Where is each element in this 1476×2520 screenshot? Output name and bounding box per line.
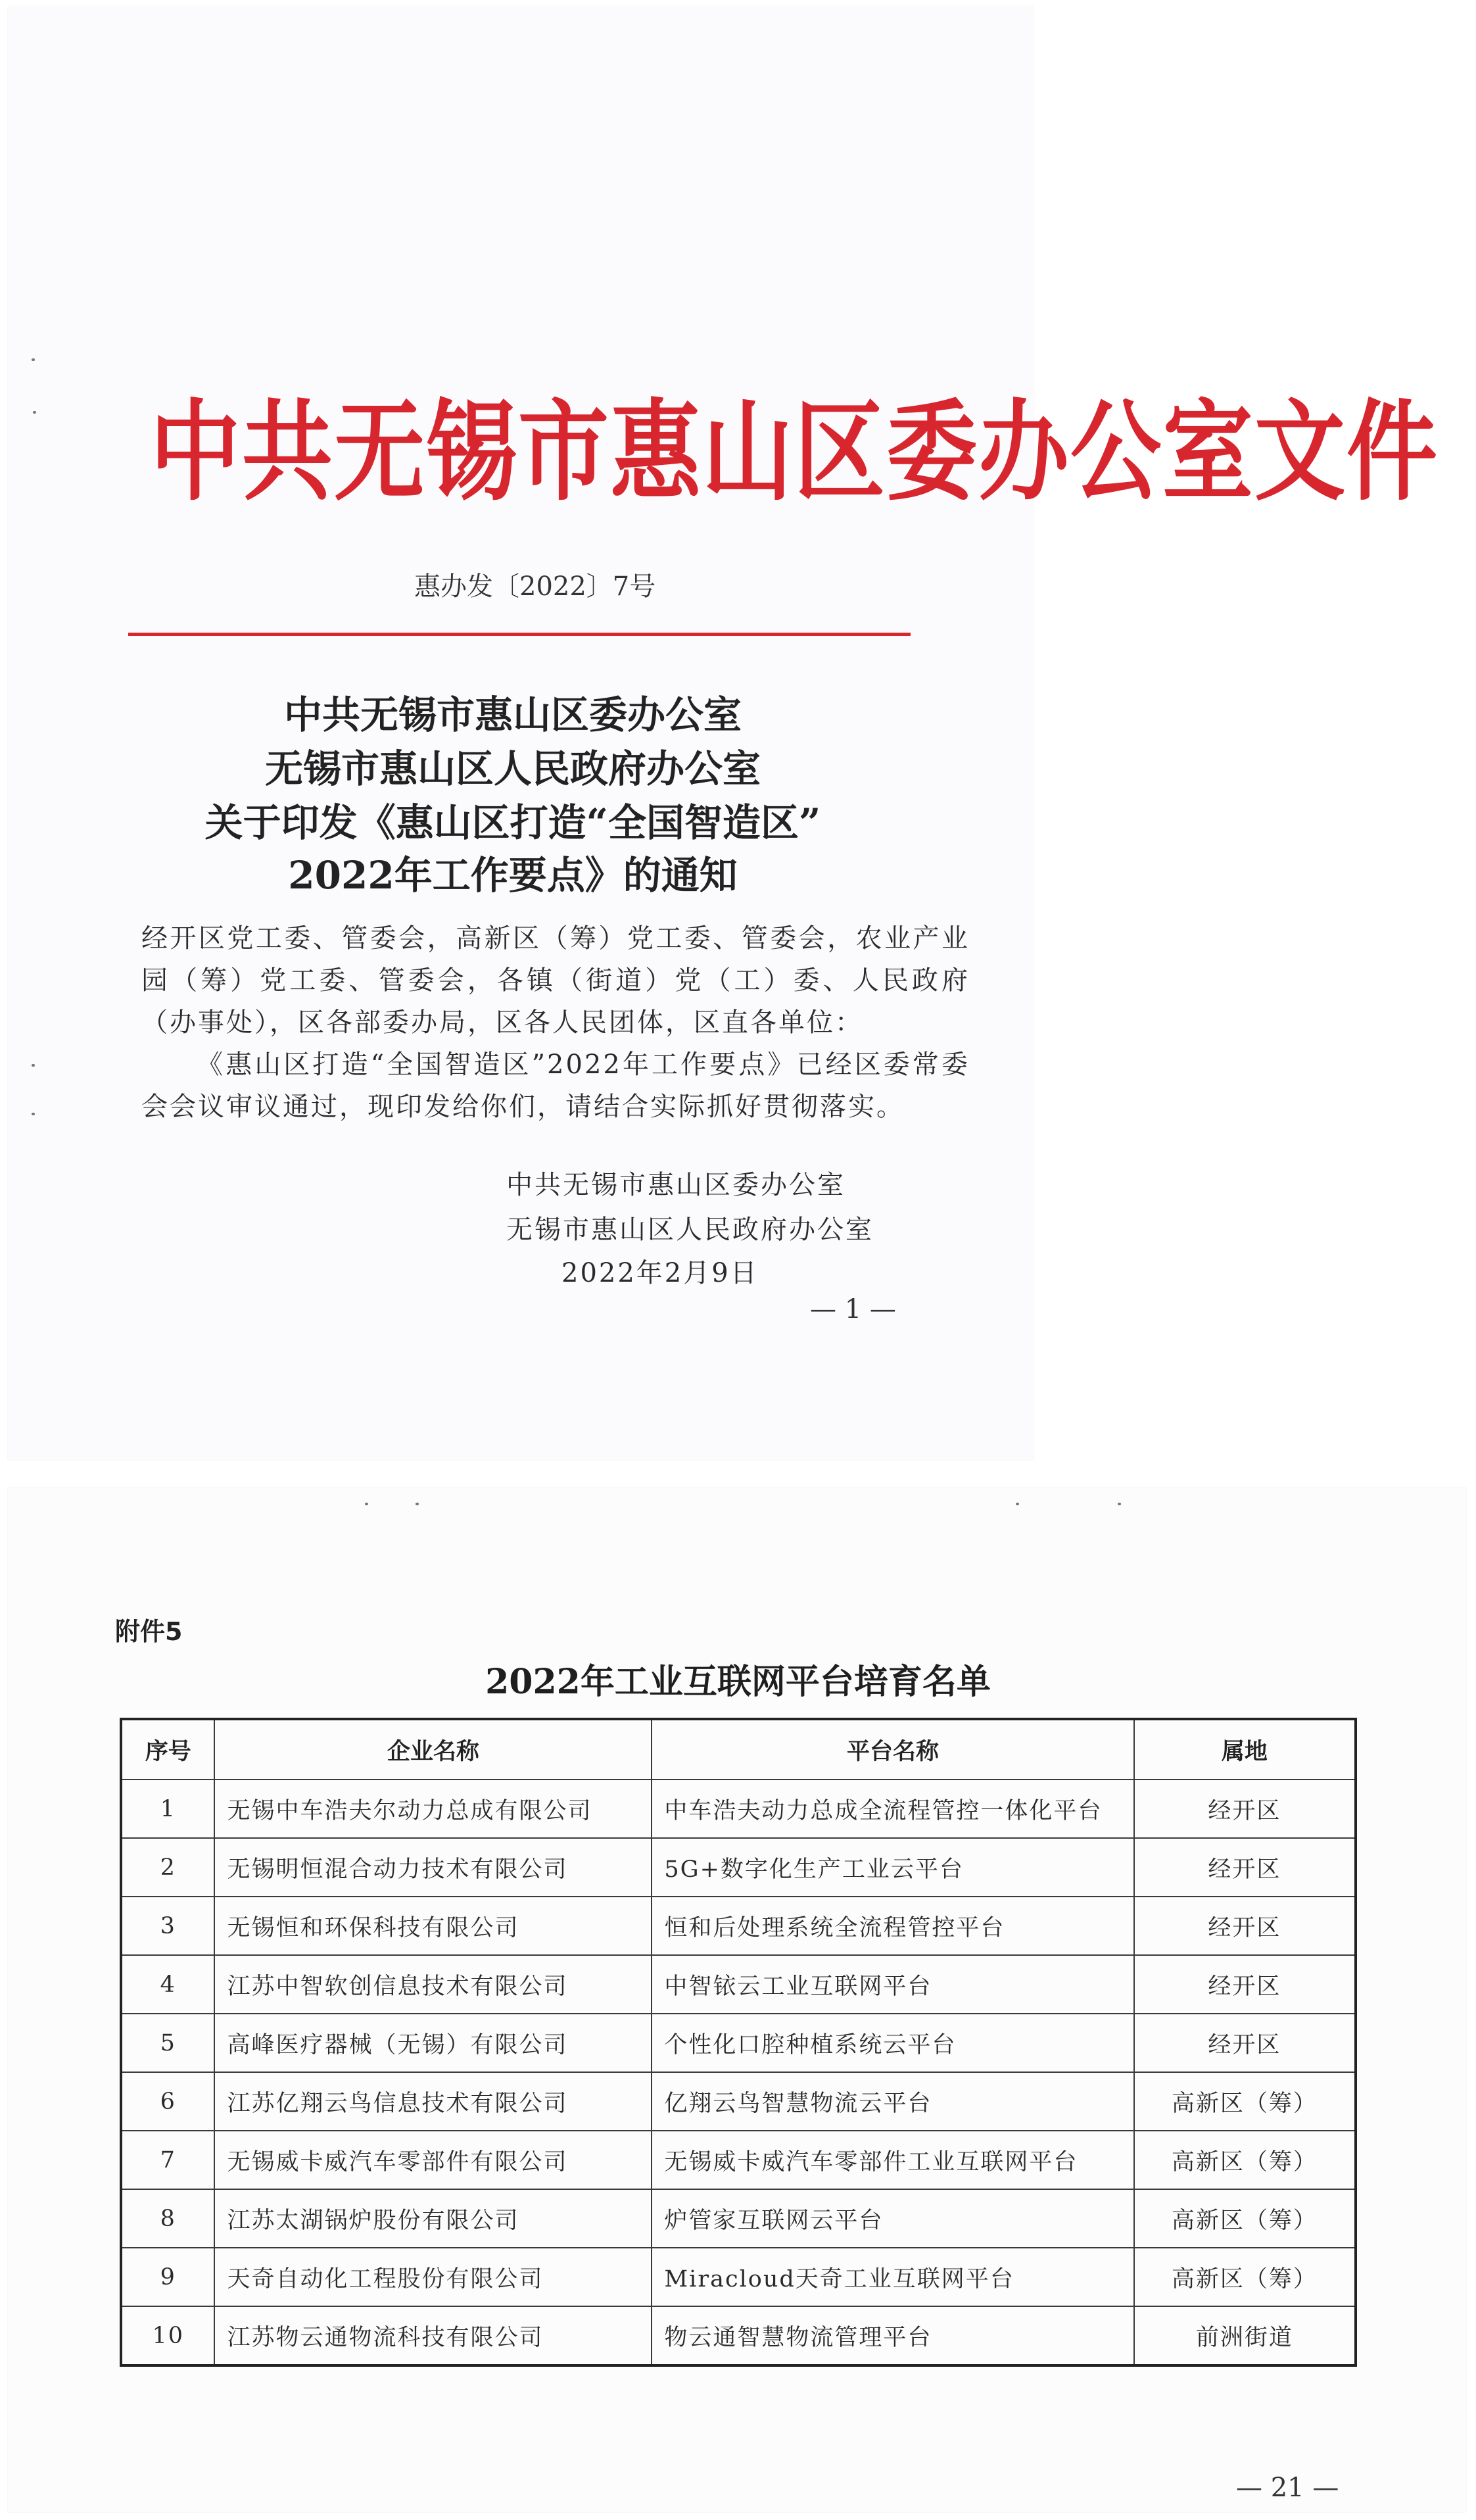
- cell-region: 高新区（筹）: [1134, 2189, 1356, 2248]
- signature-government-office: 无锡市惠山区人民政府办公室: [506, 1215, 874, 1245]
- scan-speck: [365, 1503, 368, 1505]
- cell-number: 4: [121, 1955, 214, 2014]
- recipients-paragraph: 经开区党工委、管委会，高新区（筹）党工委、管委会，农业产业园（筹）党工委、管委会，各镇（街道）党（工）委、人民政府（办事处），区各部委办局，区各人民团体，区直各单位：: [141, 923, 970, 1038]
- column-header-region: 属地: [1134, 1719, 1356, 1780]
- document-number: 惠办发〔2022〕7号: [414, 571, 656, 602]
- column-header-company: 企业名称: [214, 1719, 652, 1780]
- cell-platform: 物云通智慧物流管理平台: [652, 2306, 1133, 2365]
- table-row: [121, 2248, 1356, 2306]
- table-row: [121, 2131, 1356, 2189]
- cell-region: 经开区: [1134, 2014, 1356, 2072]
- cell-platform: 亿翔云鸟智慧物流云平台: [652, 2072, 1133, 2131]
- cell-region: 高新区（筹）: [1134, 2248, 1356, 2306]
- cell-company: 江苏物云通物流科技有限公司: [214, 2306, 652, 2365]
- table-row: [121, 1897, 1356, 1955]
- cell-number: 1: [121, 1780, 214, 1838]
- red-divider-line: [128, 633, 911, 636]
- cell-number: 6: [121, 2072, 214, 2131]
- cell-region: 经开区: [1134, 1838, 1356, 1897]
- cell-company: 江苏中智软创信息技术有限公司: [214, 1955, 652, 2014]
- cell-company: 无锡恒和环保科技有限公司: [214, 1897, 652, 1955]
- cell-number: 10: [121, 2306, 214, 2365]
- table-row: [121, 2189, 1356, 2248]
- cell-platform: 炉管家互联网云平台: [652, 2189, 1133, 2248]
- red-header-title: 中共无锡市惠山区委办公室文件: [150, 387, 1439, 516]
- cell-region: 前洲街道: [1134, 2306, 1356, 2365]
- scan-speck: [32, 1064, 35, 1067]
- page-number-1: — 1 —: [810, 1294, 896, 1324]
- table-row: [121, 1780, 1356, 1838]
- notice-body: [141, 917, 970, 1128]
- cell-platform: Miracloud天奇工业互联网平台: [652, 2248, 1133, 2306]
- scan-speck: [1118, 1503, 1121, 1505]
- scan-speck: [33, 411, 36, 414]
- notice-title-line-3: 关于印发《惠山区打造“全国智造区”: [204, 800, 821, 845]
- cell-region: 高新区（筹）: [1134, 2131, 1356, 2189]
- table-row: [121, 1955, 1356, 2014]
- column-header-number: 序号: [121, 1719, 214, 1780]
- page-number-21: — 21 —: [1236, 2473, 1339, 2503]
- column-header-platform: 平台名称: [652, 1719, 1133, 1780]
- cell-platform: 无锡威卡威汽车零部件工业互联网平台: [652, 2131, 1133, 2189]
- cell-platform: 个性化口腔种植系统云平台: [652, 2014, 1133, 2072]
- table-header-row: [121, 1719, 1356, 1780]
- notice-title-line-2: 无锡市惠山区人民政府办公室: [264, 746, 761, 791]
- cell-company: 江苏太湖锅炉股份有限公司: [214, 2189, 652, 2248]
- cell-company: 无锡中车浩夫尔动力总成有限公司: [214, 1780, 652, 1838]
- table-row: [121, 2306, 1356, 2365]
- table-row: [121, 2014, 1356, 2072]
- cell-region: 经开区: [1134, 1955, 1356, 2014]
- cell-platform: 5G+数字化生产工业云平台: [652, 1838, 1133, 1897]
- cell-number: 9: [121, 2248, 214, 2306]
- notice-title-line-4: 2022年工作要点》的通知: [288, 853, 738, 898]
- main-paragraph: 《惠山区打造“全国智造区”2022年工作要点》已经区委常委会会议审议通过，现印发给你们，请结合实际抓好贯彻落实。: [141, 1050, 970, 1122]
- notice-title-line-1: 中共无锡市惠山区委办公室: [283, 692, 742, 737]
- table-row: [121, 2072, 1356, 2131]
- cell-company: 天奇自动化工程股份有限公司: [214, 2248, 652, 2306]
- attachment-label: 附件5: [115, 1617, 183, 1646]
- scan-speck: [1016, 1503, 1019, 1505]
- cell-number: 2: [121, 1838, 214, 1897]
- scan-speck: [32, 358, 35, 361]
- cell-number: 8: [121, 2189, 214, 2248]
- table-title: 2022年工业互联网平台培育名单: [485, 1662, 991, 1702]
- cell-company: 高峰医疗器械（无锡）有限公司: [214, 2014, 652, 2072]
- cell-platform: 中车浩夫动力总成全流程管控一体化平台: [652, 1780, 1133, 1838]
- cell-number: 5: [121, 2014, 214, 2072]
- cell-platform: 中智铱云工业互联网平台: [652, 1955, 1133, 2014]
- cell-number: 7: [121, 2131, 214, 2189]
- platform-table: [120, 1718, 1357, 2367]
- cell-company: 无锡威卡威汽车零部件有限公司: [214, 2131, 652, 2189]
- cell-company: 江苏亿翔云鸟信息技术有限公司: [214, 2072, 652, 2131]
- cell-region: 高新区（筹）: [1134, 2072, 1356, 2131]
- cell-region: 经开区: [1134, 1780, 1356, 1838]
- cell-number: 3: [121, 1897, 214, 1955]
- cell-region: 经开区: [1134, 1897, 1356, 1955]
- signature-party-office: 中共无锡市惠山区委办公室: [506, 1170, 845, 1200]
- signature-date: 2022年2月9日: [561, 1258, 759, 1288]
- scan-speck: [32, 1113, 35, 1115]
- table-row: [121, 1838, 1356, 1897]
- scan-speck: [416, 1503, 419, 1505]
- cell-company: 无锡明恒混合动力技术有限公司: [214, 1838, 652, 1897]
- cell-platform: 恒和后处理系统全流程管控平台: [652, 1897, 1133, 1955]
